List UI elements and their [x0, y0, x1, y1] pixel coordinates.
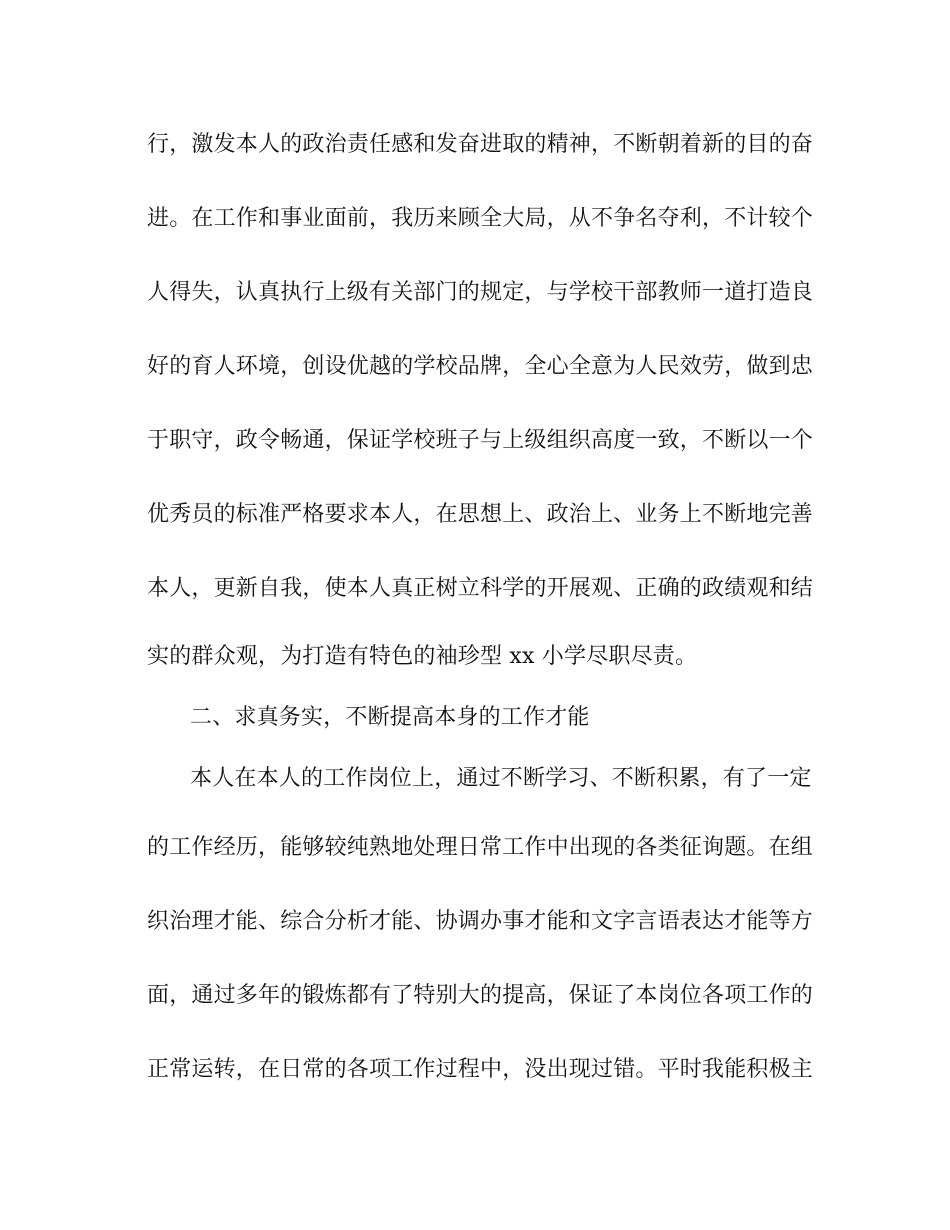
paragraph-line: 面，通过多年的锻炼都有了特别大的提高，保证了本岗位各项工作的 [147, 983, 814, 1008]
section-heading: 二、求真务实，不断提高本身的工作才能 [190, 705, 590, 730]
paragraph-line: 本人在本人的工作岗位上，通过不断学习、不断积累，有了一定 [190, 766, 812, 791]
paragraph-line: 行，激发本人的政治责任感和发奋进取的精神，不断朝着新的目的奋 [147, 132, 814, 157]
paragraph-line: 人得失，认真执行上级有关部门的规定，与学校干部教师一道打造良 [147, 280, 814, 305]
paragraph-line: 织治理才能、综合分析才能、协调办事才能和文字言语表达才能等方 [147, 909, 814, 934]
paragraph-line: 优秀员的标准严格要求本人，在思想上、政治上、业务上不断地完善 [147, 502, 814, 527]
paragraph-line: 于职守，政令畅通，保证学校班子与上级组织高度一致，不断以一个 [147, 428, 814, 453]
paragraph-line: 好的育人环境，创设优越的学校品牌，全心全意为人民效劳，做到忠 [147, 354, 814, 379]
paragraph-line: 的工作经历，能够较纯熟地处理日常工作中出现的各类征询题。在组 [147, 835, 814, 860]
paragraph-line: 进。在工作和事业面前，我历来顾全大局，从不争名夺利，不计较个 [147, 206, 814, 231]
paragraph-line: 本人，更新自我，使本人真正树立科学的开展观、正确的政绩观和结 [147, 576, 814, 601]
paragraph-line: 正常运转，在日常的各项工作过程中，没出现过错。平时我能积极主 [147, 1057, 814, 1082]
paragraph-line: 实的群众观，为打造有特色的袖珍型 xx 小学尽职尽责。 [147, 644, 698, 669]
